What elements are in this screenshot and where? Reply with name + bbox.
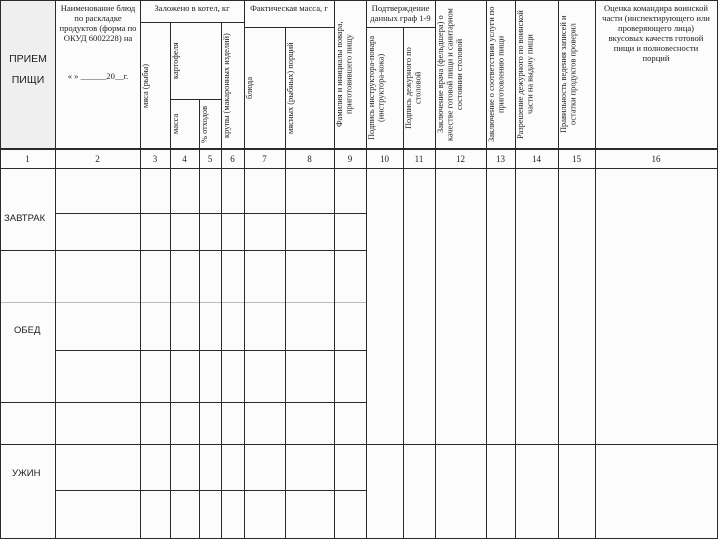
header-service-conclusion: Заключение о соответствии услуги по приготовлению пищи bbox=[487, 6, 506, 143]
meal-breakfast: ЗАВТРАК bbox=[4, 213, 46, 224]
rule-top bbox=[0, 0, 718, 1]
col-number: 4 bbox=[182, 154, 187, 164]
col-number: 15 bbox=[572, 154, 581, 164]
header-meal-intake: ПРИЕМ ПИЩИ bbox=[9, 53, 47, 86]
header-dish-names: Наименование блюд по раскладке продуктов (форма по ОКУД 6002228) на bbox=[59, 3, 137, 43]
header-doctor-conclusion: Заключение врача (фельдшера) о качестве готовой пищи и санитарном состоянии столовой bbox=[436, 8, 464, 141]
col-number: 13 bbox=[496, 154, 505, 164]
col-number: 16 bbox=[651, 154, 661, 164]
rule-l2 bbox=[55, 350, 366, 351]
col-number: 5 bbox=[207, 154, 213, 164]
col-number: 9 bbox=[347, 154, 353, 164]
col-number: 11 bbox=[414, 154, 424, 164]
rule-left bbox=[0, 0, 1, 538]
col-number: 7 bbox=[262, 154, 267, 164]
rule-bottom bbox=[0, 538, 718, 539]
header-dish: блюда bbox=[245, 76, 254, 100]
rule-d2 bbox=[55, 490, 366, 491]
rule-c1 bbox=[55, 0, 56, 538]
header-potatoes: картофеля bbox=[171, 42, 180, 80]
col-number: 3 bbox=[152, 154, 158, 164]
rule-b1 bbox=[55, 213, 366, 214]
header-actual-mass: Фактическая масса, г bbox=[250, 3, 328, 13]
col-number: 12 bbox=[456, 154, 465, 164]
rule-group-7-8 bbox=[244, 27, 334, 28]
header-meat-fish: мяса (рыбы) bbox=[141, 63, 150, 109]
header-issue-permission: Разрешение дежурного по воинской части на выдачу пищи bbox=[516, 10, 535, 139]
header-cereals: крупы (макаронных изделий) bbox=[222, 33, 231, 138]
header-records-check: Правильность ведения записей и остатки продуктов проверил bbox=[559, 15, 578, 134]
rule-c4 bbox=[199, 99, 200, 538]
header-duty-signature: Подпись дежурного по столовой bbox=[404, 47, 423, 129]
col-number: 10 bbox=[380, 154, 389, 164]
rule-group-10-11 bbox=[366, 27, 435, 28]
header-cook-name: Фамилия и инициалы повара, приготовившего пищу bbox=[335, 21, 354, 128]
header-commander-evaluation: Оценка командира воинской части (инспектирующего или проверяющего лица) вкусовых качеств готовой пищи и полновесности порций bbox=[602, 3, 710, 63]
rule-c15 bbox=[595, 0, 596, 538]
header-laid-in-kettle: Заложено в котел, кг bbox=[154, 3, 230, 13]
header-dish-date: « » ______20__г. bbox=[67, 71, 129, 81]
col-number: 6 bbox=[230, 154, 235, 164]
header-mass: масса bbox=[171, 113, 180, 135]
col-number: 2 bbox=[95, 154, 100, 164]
col-number: 8 bbox=[307, 154, 312, 164]
rule-group-3-6 bbox=[140, 22, 244, 23]
meal-lunch: ОБЕД bbox=[14, 325, 41, 336]
col-number: 1 bbox=[25, 154, 30, 164]
rule-potato bbox=[170, 99, 221, 100]
rule-c3 bbox=[170, 22, 171, 538]
rule-right bbox=[717, 0, 718, 538]
rule-d1 bbox=[0, 444, 718, 445]
header-meat-portions: мясных (рыбных) порций bbox=[286, 42, 295, 134]
header-confirmation: Подтверждение данных граф 1-9 bbox=[370, 3, 431, 23]
rule-header-bottom bbox=[0, 148, 718, 150]
header-instructor-signature: Подпись инструктора-повара (инструктора-кока) bbox=[367, 35, 386, 141]
header-waste-percent: % отходов bbox=[200, 105, 209, 143]
meal-dinner: УЖИН bbox=[12, 468, 41, 479]
col-number: 14 bbox=[532, 154, 541, 164]
rule-numbers-bottom bbox=[0, 168, 718, 169]
